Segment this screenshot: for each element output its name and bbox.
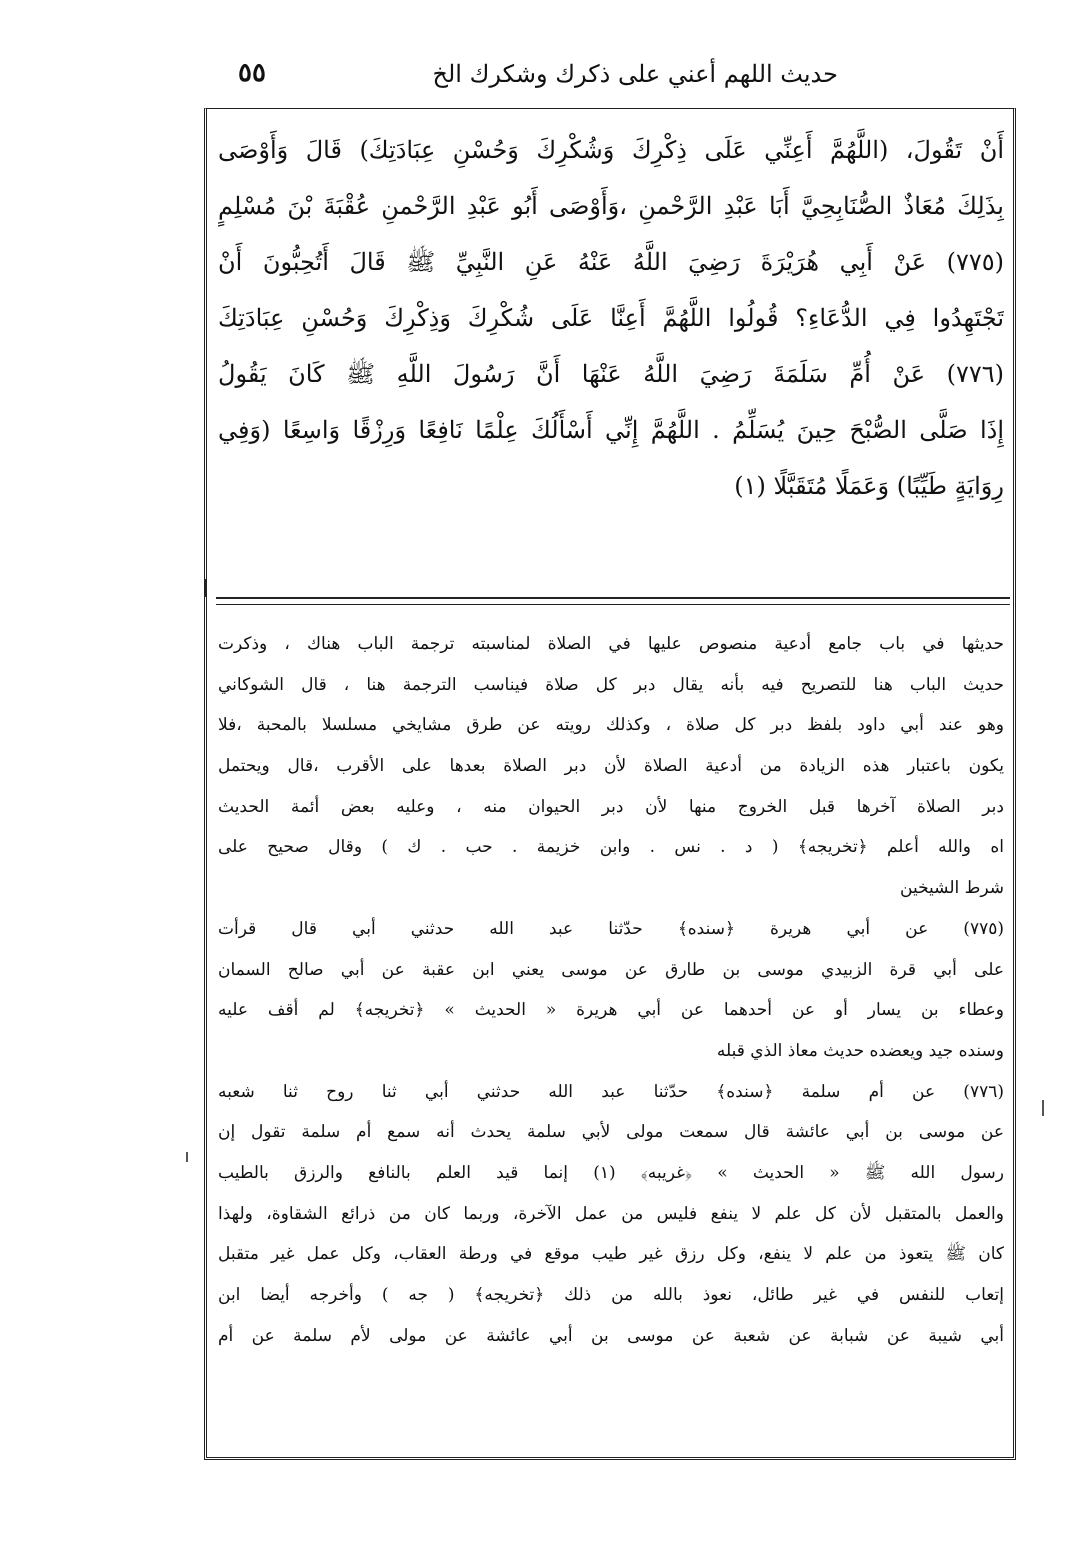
- commentary-line: إتعاب للنفس في غير طائل، نعوذ بالله من ذلك ﴿تخريجه﴾ ( جه ) وأخرجه أيضا ابن: [218, 1285, 1004, 1305]
- main-line: (٧٧٦) عَنْ أُمِّ سَلَمَةَ رَضِيَ اللَّهُ عَنْهَا أَنَّ رَسُولَ اللَّهِ ﷺ كَانَ يَقُولُ: [218, 360, 1004, 388]
- commentary-line: اه والله أعلم ﴿تخريجه﴾ ( د . نس . وابن خزيمة . حب . ك ) وقال صحيح على: [218, 837, 1004, 858]
- commentary-line: حديث الباب هنا للتصريح فيه بأنه يقال دبر كل صلاة فيناسب الترجمة هنا ، قال الشوكاني: [218, 674, 1004, 695]
- main-line: أَنْ تَقُولَ، (اللَّهُمَّ أَعِنِّي عَلَى ذِكْرِكَ وَشُكْرِكَ وَحُسْنِ عِبَادَتِكَ) قَالَ وَأَوْصَى: [218, 136, 1004, 164]
- commentary-line: وسنده جيد ويعضده حديث معاذ الذي قبله: [716, 1040, 1004, 1061]
- commentary-line: رسول الله ﷺ « الحديث » ﴿غريبه﴾ (١) إنما قيد العلم بالنافع والرزق بالطيب: [218, 1162, 1004, 1183]
- commentary-line: (٧٧٥) عن أبي هريرة ﴿سنده﴾ حدّثنا عبد الله حدثني أبي قال قرأت: [218, 918, 1004, 939]
- commentary-line: دبر الصلاة آخرها قبل الخروج منها لأن دبر الحيوان منه ، وعليه بعض أئمة الحديث: [218, 796, 1004, 817]
- commentary-line: عن موسى بن أبي عائشة قال سمعت مولى لأبي سلمة يحدث أنه سمع أم سلمة تقول إن: [218, 1122, 1004, 1143]
- commentary-line: والعمل بالمتقبل لأن كل علم لا ينفع فليس من عمل الآخرة، وربما كان من ذرائع الشقاوة، ولهذا: [218, 1203, 1004, 1224]
- main-line: تَجْتَهِدُوا فِي الدُّعَاءِ؟ قُولُوا اللَّهُمَّ أَعِنَّا عَلَى شُكْرِكَ وَذِكْرِكَ وَحُسْنِ عِبَادَتِكَ: [218, 304, 1004, 332]
- commentary-line: (٧٧٦) عن أم سلمة ﴿سنده﴾ حدّثنا عبد الله حدثني أبي ثنا روح ثنا شعبه: [218, 1081, 1004, 1102]
- commentary-line: كان ﷺ يتعوذ من علم لا ينفع، وكل رزق غير طيب موقع في ورطة العقاب، وكل عمل غير متقبل: [218, 1244, 1004, 1265]
- divider-stub: [204, 579, 206, 597]
- main-text: [218, 122, 1004, 514]
- main-line: إِذَا صَلَّى الصُّبْحَ حِينَ يُسَلِّمُ . اللَّهُمَّ إِنِّي أَسْأَلُكَ عِلْمًا نَافِعًا وَرِزْقًا وَاسِعًا (وَفِي: [218, 416, 1004, 444]
- main-line: (٧٧٥) عَنْ أَبِي هُرَيْرَةَ رَضِيَ اللَّهُ عَنْهُ عَنِ النَّبِيِّ ﷺ قَالَ أَتُحِبُّونَ أَنْ: [218, 248, 1004, 276]
- page-number: ٥٥: [238, 58, 266, 88]
- margin-mark: [186, 1152, 188, 1162]
- main-line: رِوَايَةٍ طَيِّبًا) وَعَمَلًا مُتَقَبَّلًا (١): [734, 472, 1004, 500]
- commentary-line: شرط الشيخين: [900, 878, 1004, 899]
- commentary-text: [218, 624, 1004, 1356]
- commentary-line: وهو عند أبي داود بلفظ دبر كل صلاة ، وكذلك رويته عن طرق مشايخي مسلسلا بالمحبة ،فلا: [218, 715, 1004, 736]
- commentary-line: يكون باعتبار هذه الزيادة من أدعية الصلاة لأن دبر الصلاة بعدها على الأقرب ،قال ويحتمل: [218, 756, 1004, 777]
- margin-mark: [1042, 1100, 1044, 1116]
- commentary-line: حديثها في باب جامع أدعية منصوص عليها في الصلاة لمناسبته ترجمة الباب هناك ، وذكرت: [218, 634, 1004, 654]
- running-title: حديث اللهم أعني على ذكرك وشكرك الخ: [432, 60, 838, 88]
- page-header: [208, 52, 838, 108]
- commentary-line: أبي شيبة عن شبابة عن شعبة عن موسى بن أبي عائشة عن مولى لأم سلمة عن أم: [218, 1325, 1004, 1346]
- main-line: بِذَلِكَ مُعَاذٌ الصُّنَابِحِيَّ أَبَا عَبْدِ الرَّحْمنِ ،وَأَوْصَى أَبُو عَبْدِ الرَّحْمنِ عُقْبَةَ بْنَ مُسْلِمٍ: [218, 192, 1004, 220]
- commentary-line: وعطاء بن يسار أو عن أحدهما عن أبي هريرة « الحديث » ﴿تخريجه﴾ لم أقف عليه: [218, 1000, 1004, 1021]
- commentary-line: على أبي قرة الزبيدي موسى بن طارق عن موسى يعني ابن عقبة عن أبي صالح السمان: [218, 959, 1004, 980]
- footnote-divider: [216, 597, 1010, 605]
